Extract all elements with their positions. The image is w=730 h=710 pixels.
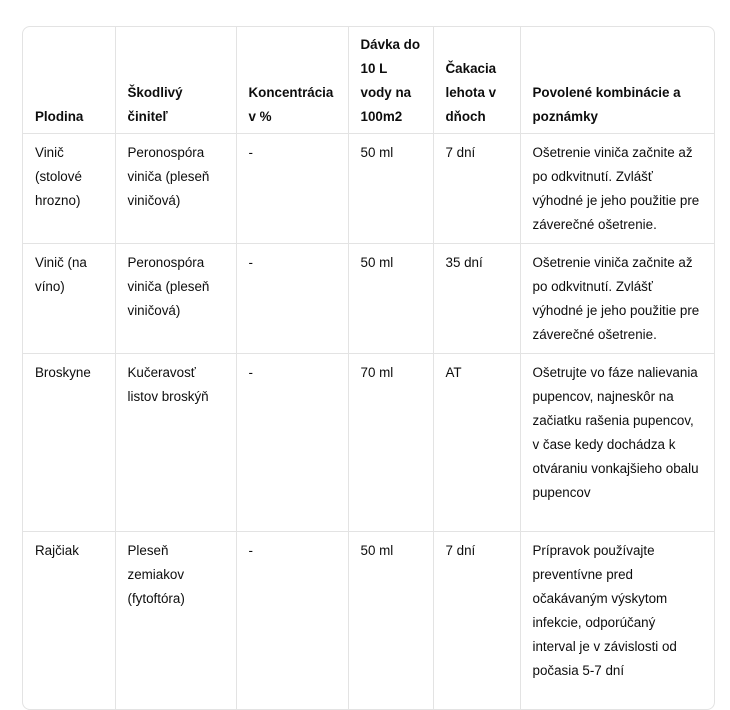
table-row xyxy=(23,244,714,354)
cell-davka: 50 ml xyxy=(348,244,433,354)
header-cakacia-lehota: Čakacia lehota v dňoch xyxy=(433,27,520,134)
cell-davka: 50 ml xyxy=(348,134,433,244)
header-skodlivy-cinitel: Škodlivý činiteľ xyxy=(115,27,236,134)
cell-skodlivy-cinitel: Pleseň zemiakov (fytoftóra) xyxy=(115,532,236,710)
cell-plodina: Vinič (na víno) xyxy=(23,244,115,354)
cell-koncentracia: - xyxy=(236,244,348,354)
cell-poznamky: Ošetrujte vo fáze nalievania pupencov, najneskôr na začiatku rašenia pupencov, v čase kedy dochádza k otváraniu vonkajšieho obalu pupencov xyxy=(520,354,714,532)
cell-plodina: Vinič (stolové hrozno) xyxy=(23,134,115,244)
header-davka: Dávka do 10 L vody na 100m2 xyxy=(348,27,433,134)
table-row xyxy=(23,532,714,710)
header-koncentracia: Koncentrácia v % xyxy=(236,27,348,134)
data-table xyxy=(23,27,714,709)
header-poznamky: Povolené kombinácie a poznámky xyxy=(520,27,714,134)
cell-davka: 50 ml xyxy=(348,532,433,710)
cell-davka: 70 ml xyxy=(348,354,433,532)
cell-skodlivy-cinitel: Kučeravosť listov broskýň xyxy=(115,354,236,532)
table-row xyxy=(23,134,714,244)
cell-cakacia-lehota: 7 dní xyxy=(433,532,520,710)
header-plodina: Plodina xyxy=(23,27,115,134)
cell-poznamky: Ošetrenie viniča začnite až po odkvitnutí. Zvlášť výhodné je jeho použitie pre záverečné ošetrenie. xyxy=(520,134,714,244)
cell-koncentracia: - xyxy=(236,532,348,710)
data-table-container xyxy=(22,26,715,710)
cell-cakacia-lehota: AT xyxy=(433,354,520,532)
cell-poznamky: Ošetrenie viniča začnite až po odkvitnutí. Zvlášť výhodné je jeho použitie pre záverečné ošetrenie. xyxy=(520,244,714,354)
cell-plodina: Broskyne xyxy=(23,354,115,532)
table-row xyxy=(23,354,714,532)
cell-poznamky: Prípravok používajte preventívne pred očakávaným výskytom infekcie, odporúčaný interval je v závislosti od počasia 5-7 dní xyxy=(532,543,677,678)
cell-cakacia-lehota: 35 dní xyxy=(433,244,520,354)
cell-koncentracia: - xyxy=(236,134,348,244)
cell-cakacia-lehota: 7 dní xyxy=(433,134,520,244)
cell-skodlivy-cinitel: Peronospóra viniča (pleseň viničová) xyxy=(115,244,236,354)
cell-koncentracia: - xyxy=(236,354,348,532)
table-header-row xyxy=(23,27,714,134)
cell-skodlivy-cinitel: Peronospóra viniča (pleseň viničová) xyxy=(115,134,236,244)
cell-plodina: Rajčiak xyxy=(23,532,115,710)
